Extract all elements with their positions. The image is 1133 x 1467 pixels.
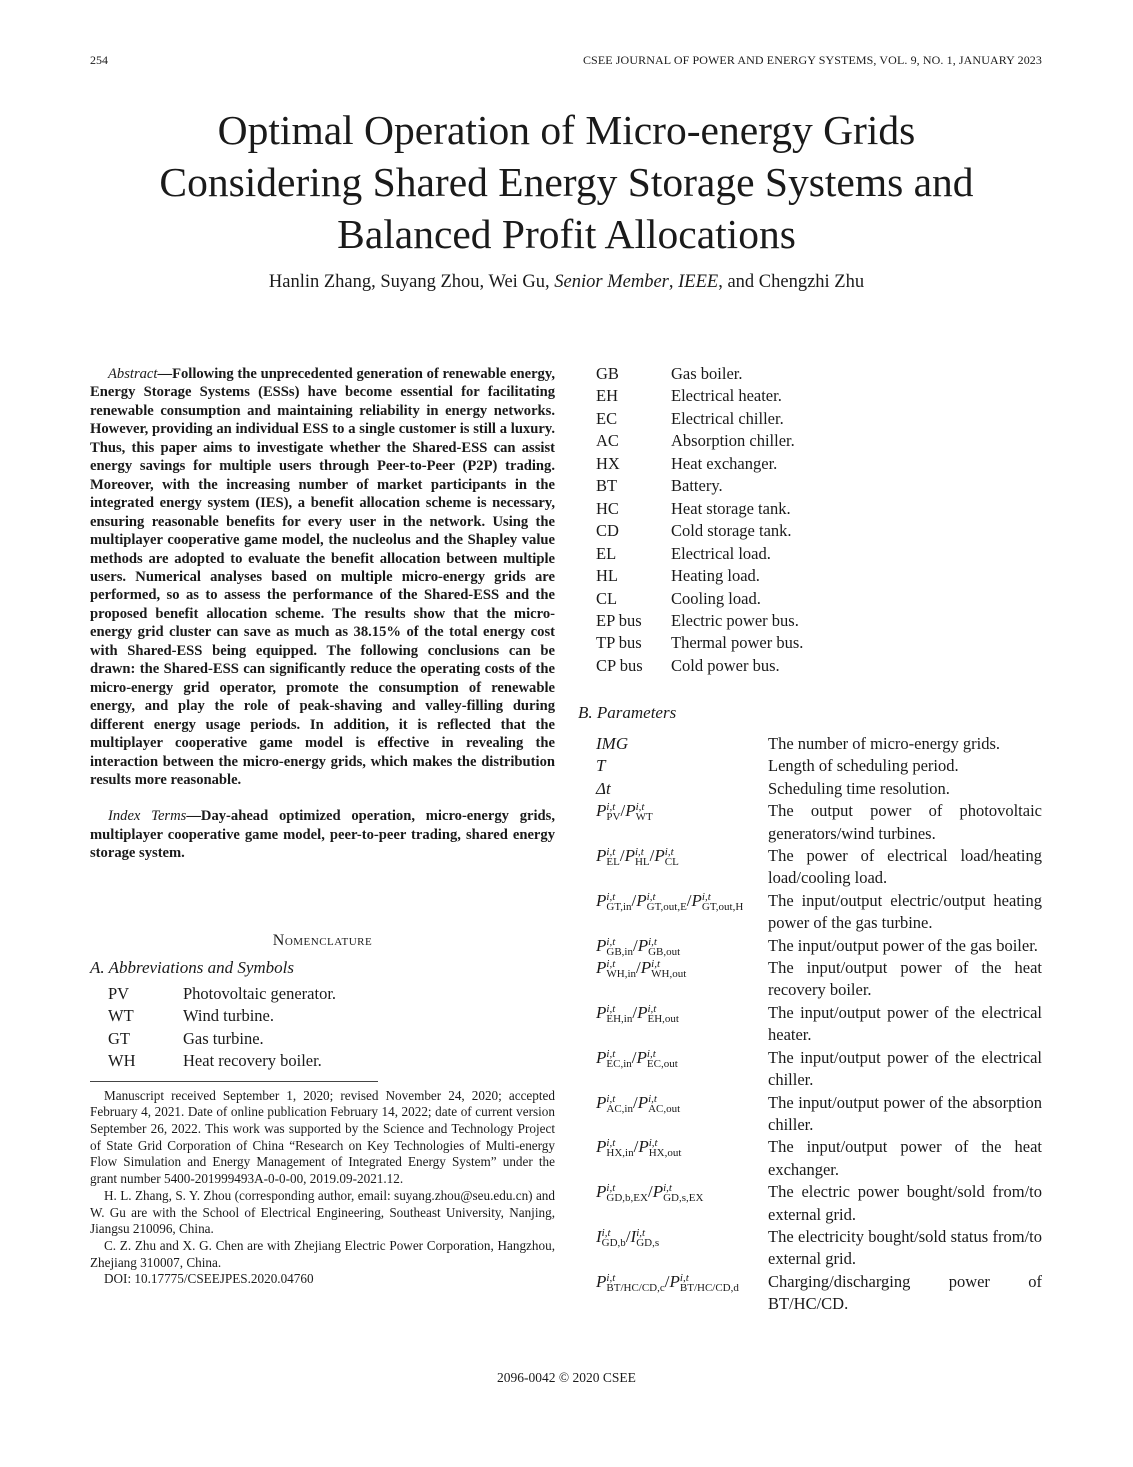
abbreviation-meaning: Cold storage tank. [671, 521, 792, 541]
parameter-symbol [596, 1002, 768, 1047]
footnote-affiliation-1: H. L. Zhang, S. Y. Zhou (corresponding author, email: suyang.zhou@seu.edu.cn) and W. Gu are with the School of Electrical Engineering, Southeast University, Nanjing, Jiangsu 210096, China. [90, 1187, 555, 1237]
symbol-base: P [636, 1047, 647, 1067]
symbol-subscript: EH,out [647, 1012, 679, 1025]
symbol-base: P [596, 890, 607, 910]
slash: / [664, 1271, 670, 1291]
symbol-scripts [665, 847, 679, 867]
abbreviation-row [596, 565, 803, 587]
abbreviation: WT [108, 1006, 134, 1026]
symbol-scripts [702, 892, 743, 912]
author-list [60, 272, 1073, 293]
symbol-scripts [648, 937, 680, 957]
symbol-superscript: i,t [606, 890, 616, 903]
symbol-superscript: i,t [635, 801, 645, 814]
slash: / [636, 958, 641, 978]
slash: / [631, 1047, 637, 1067]
parameter-row [596, 778, 1042, 800]
abbreviation: CL [596, 588, 618, 608]
symbol-term [596, 800, 625, 822]
running-head: CSEE JOURNAL OF POWER AND ENERGY SYSTEMS, VOL. 9, NO. 1, JANUARY 2023 [582, 53, 1042, 67]
symbol-scripts [606, 1094, 633, 1114]
parameter-description: The input/output electric/output heating power of the gas turbine. [768, 890, 1042, 933]
symbol-scripts [648, 1004, 679, 1024]
symbol-subscript: PV [606, 811, 621, 824]
abbreviation-row [596, 453, 803, 475]
abbreviation-meaning: Electrical chiller. [671, 408, 784, 428]
symbol-scripts [635, 847, 650, 867]
symbol-base: P [596, 846, 607, 866]
symbol-scripts [606, 937, 633, 957]
symbol-subscript: GB,out [648, 945, 681, 958]
parameter-row [596, 1271, 1042, 1316]
symbol-base: P [637, 1092, 649, 1112]
parameter-symbol [596, 890, 768, 935]
symbol-base: P [669, 1271, 680, 1291]
abbreviation-meaning: Cooling load. [671, 588, 761, 608]
symbol-base: P [652, 1182, 664, 1202]
abbreviation-meaning: Thermal power bus. [671, 633, 804, 653]
abbreviation-row [108, 1028, 555, 1050]
abbreviation: BT [596, 476, 618, 496]
symbol-base: I [596, 1226, 602, 1246]
symbol-subscript: AC,in [606, 1102, 633, 1115]
abbreviation-meaning: Photovoltaic generator. [183, 983, 337, 1003]
parameter-row [596, 1002, 1042, 1047]
symbol-subscript: HL [634, 856, 650, 869]
symbol-subscript: CL [664, 856, 679, 869]
parameter-row [596, 733, 1042, 755]
parameter-row [596, 1136, 1042, 1181]
author-names: Hanlin Zhang, Suyang Zhou, Wei Gu, [268, 272, 555, 292]
footnote [90, 1088, 555, 1288]
symbol-scripts [649, 1138, 682, 1158]
symbol-term [596, 733, 628, 755]
parameter-description: The power of electrical load/heating load/cooling load. [768, 846, 1042, 888]
abbreviation-meaning: Battery. [671, 476, 723, 496]
symbol-term [670, 1271, 739, 1293]
symbol-superscript: i,t [606, 801, 616, 814]
abbreviation-meaning: Cold power bus. [671, 655, 780, 675]
symbol-superscript: i,t [651, 958, 661, 971]
symbol-base: P [596, 1002, 607, 1022]
parameter-description: The input/output power of the electrical chiller. [768, 1047, 1042, 1090]
slash: / [647, 1182, 653, 1202]
slash: / [686, 890, 692, 910]
symbol-base: P [596, 1047, 607, 1067]
symbol-base: P [636, 890, 647, 910]
symbol-scripts [606, 959, 636, 979]
abbreviation: CP bus [596, 655, 643, 675]
parameter-description: The output power of photovoltaic generators/wind turbines. [768, 801, 1042, 843]
symbol-term [596, 1136, 638, 1158]
parameter-row [596, 1047, 1042, 1092]
symbol-superscript: i,t [646, 890, 656, 903]
abbreviation-meaning: Heat storage tank. [671, 498, 791, 518]
parameter-symbol [596, 935, 768, 957]
symbol-scripts [602, 1228, 626, 1248]
symbol-scripts [606, 1273, 664, 1293]
symbol-subscript: GD,s,EX [663, 1192, 704, 1205]
parameter-description: Charging/discharging power of BT/HC/CD. [768, 1271, 1042, 1314]
parameter-description: The number of micro-energy grids. [768, 734, 1000, 753]
parameter-row [596, 890, 1042, 935]
abstract [90, 365, 555, 789]
symbol-superscript: i,t [634, 846, 644, 859]
symbol-term [596, 778, 611, 800]
abbreviation-meaning: Gas boiler. [671, 364, 743, 383]
symbol-superscript: i,t [606, 958, 616, 971]
symbol-term [637, 1002, 679, 1024]
parameter-symbol [596, 1181, 768, 1226]
abbreviation-row [108, 983, 555, 1005]
symbol-subscript: BT/HC/CD,d [679, 1281, 739, 1294]
slash: / [649, 846, 655, 866]
abstract-text: —Following the unprecedented generation of renewable energy, Energy Storage Systems (ESSs) have become essential for facilitating renewable consumption and maintaining reliability in energy networks. However, providing an individual ESS to a single customer is still a luxury. Thus, this paper aims to investigate whether the Shared-ESS can assist energy savings for multiple users through Peer-to-Peer (P2P) trading. Moreover, with the increasing number of market participants in the integrated energy system (IES), a benefit allocation scheme is necessary, ensuring reasonable benefits for every user in the network. Using the multiplayer cooperative game model, the nucleolus and the Shapley value methods are adopted to evaluate the benefit allocation between multiple users. Numerical analyses based on multiple micro-energy grids are performed, so as to assess the performance of the Shared-ESS and the proposed benefit allocation scheme. The results show that the micro-energy grid cluster can save as much as 38.15% of the total energy cost with Shared-ESS being equipped. The following conclusions can be drawn: the Shared-ESS can significantly reduce the operating costs of the micro-energy grid operator, promote the consumption of renewable energy, and play the role of peak-shaving and valley-filling during different energy usage periods. In addition, it is reflected that the multiplayer cooperative game model is effective in revealing the interaction between the micro-energy grids, which makes the distribution results more reasonable. [90, 366, 555, 788]
separator: , [668, 272, 679, 292]
abbreviation: PV [108, 983, 130, 1003]
symbol-term [653, 1181, 704, 1203]
symbol-base: P [638, 1137, 649, 1157]
symbol-superscript: i,t [648, 935, 657, 948]
abbreviation-meaning: Electrical load. [671, 543, 771, 563]
parameter-description: Length of scheduling period. [768, 756, 959, 776]
symbol-term [596, 1047, 637, 1069]
symbol-superscript: i,t [663, 1182, 672, 1195]
abbreviation-meaning: Wind turbine. [183, 1006, 274, 1026]
abbreviation: HL [596, 566, 618, 586]
abbreviation-row [596, 655, 803, 677]
abbreviation-list-right [596, 363, 803, 677]
symbol-base: P [596, 958, 607, 978]
symbol-term [636, 890, 691, 912]
symbol-superscript: i,t [606, 846, 616, 859]
slash: / [625, 1226, 631, 1246]
symbol-term [625, 800, 653, 822]
parameter-row [596, 957, 1042, 1002]
slash: / [619, 846, 625, 866]
parameter-symbol [596, 845, 768, 890]
abbreviation-meaning: Heating load. [671, 566, 760, 586]
symbol-superscript: i,t [646, 1047, 656, 1060]
parameter-row [596, 1181, 1042, 1226]
symbol-base: P [640, 958, 652, 978]
symbol-term [638, 1136, 681, 1158]
abbreviation-row [108, 1005, 555, 1027]
parameter-row [596, 1226, 1042, 1271]
symbol-subscript: WT [635, 811, 653, 824]
footnote-manuscript: Manuscript received September 1, 2020; revised November 24, 2020; accepted February 4, 2021. Date of online publication February 14, 2022; date of current version September 26, 2022. This work was supported by the Science and Technology Project of State Grid Corporation of China “Research on Key Technologies of Multi-energy Flow Simulation and Energy Management of Integrated Energy System” under the grant number 5400-201999493A-0-0-00, 2019.09-2021.12. [90, 1087, 555, 1187]
paper-title [60, 104, 1073, 260]
symbol-scripts [606, 802, 620, 822]
abbreviation-row [596, 543, 803, 565]
footnote-divider [90, 1081, 378, 1082]
abbreviation: HX [596, 453, 620, 473]
symbol-base: I [630, 1226, 637, 1246]
abbreviation-meaning: Heat exchanger. [671, 453, 778, 473]
symbol-superscript: i,t [601, 1226, 611, 1239]
copyright: 2096-0042 © 2020 CSEE [497, 1370, 636, 1385]
symbol-term [596, 1002, 637, 1024]
index-terms [90, 807, 555, 862]
abbreviation-row [108, 1050, 555, 1072]
symbol-subscript: GT,in [606, 900, 632, 913]
symbol-term [654, 845, 678, 867]
parameter-row [596, 1092, 1042, 1137]
symbol-scripts [647, 1049, 678, 1069]
symbol-base: P [596, 1182, 607, 1202]
symbol-term [625, 845, 655, 867]
symbol-superscript: i,t [606, 1047, 616, 1060]
footnote-affiliation-2: C. Z. Zhu and X. G. Chen are with Zhejiang Electric Power Corporation, Hangzhou, Zhejiang 310007, China. [90, 1237, 555, 1270]
abbreviation-row [596, 632, 803, 654]
symbol-superscript: i,t [636, 1226, 646, 1239]
abbreviation-row [596, 430, 803, 452]
symbol-term [641, 957, 687, 979]
symbol-subscript: GB,in [606, 945, 633, 958]
abbreviation: GB [596, 364, 619, 383]
title-line: Balanced Profit Allocations [337, 211, 796, 257]
symbol-superscript: i,t [648, 1137, 658, 1150]
symbol-term [596, 890, 636, 912]
abbreviation-row [596, 385, 803, 407]
symbol-scripts [636, 1228, 659, 1248]
parameter-symbol [596, 1271, 768, 1316]
abbreviation: CD [596, 521, 619, 541]
symbol-scripts [680, 1273, 739, 1293]
symbol-scripts [606, 1183, 648, 1203]
symbol-subscript: WH,out [651, 968, 687, 981]
parameter-description: The input/output power of the electrical heater. [768, 1002, 1042, 1045]
symbol-term [638, 935, 680, 957]
abstract-label: Abstract [108, 366, 158, 382]
symbol-subscript: EC,in [606, 1057, 632, 1070]
parameter-description: The electricity bought/sold status from/to external grid. [768, 1226, 1042, 1269]
slash: / [632, 1002, 638, 1022]
abbreviation-meaning: Absorption chiller. [671, 431, 795, 451]
parameter-description: The input/output power of the heat recovery boiler. [768, 958, 1042, 1000]
symbol-base: P [637, 1002, 648, 1022]
abbreviation-meaning: Heat recovery boiler. [183, 1051, 322, 1071]
symbol-base: P [654, 846, 665, 866]
parameter-symbol [596, 755, 768, 777]
symbol-term [596, 1271, 670, 1293]
abbreviation-meaning: Electrical heater. [671, 386, 782, 406]
symbol-base: P [596, 1137, 607, 1157]
parameter-row [596, 800, 1042, 845]
symbol-term [596, 1226, 631, 1248]
symbol-base: P [596, 935, 607, 955]
slash: / [632, 1092, 638, 1112]
abbreviation-row [596, 498, 803, 520]
symbol-term [692, 890, 744, 912]
symbol-base: Δt [596, 778, 611, 798]
symbol-superscript: i,t [606, 935, 616, 948]
abbreviation-row [596, 610, 803, 632]
symbol-subscript: WH,in [606, 968, 637, 981]
symbol-term [638, 1092, 680, 1114]
symbol-term [596, 1181, 653, 1203]
abbreviation: HC [596, 498, 619, 518]
symbol-base: P [596, 1271, 607, 1291]
symbol-base: P [625, 801, 636, 821]
symbol-term [596, 957, 641, 979]
parameter-row [596, 845, 1042, 890]
parameter-list [596, 733, 1042, 1316]
abbreviation-row [596, 408, 803, 430]
parameter-symbol [596, 1136, 768, 1181]
symbol-scripts [606, 892, 631, 912]
parameter-symbol [596, 957, 768, 1002]
symbol-base: T [596, 756, 606, 776]
parameter-description: The input/output power of the gas boiler. [768, 935, 1038, 955]
symbol-subscript: GT,out,E [646, 900, 687, 913]
index-terms-text: —Day-ahead optimized operation, micro-energy grids, multiplayer cooperative game model, peer-to-peer trading, shared energy storage system. [90, 808, 555, 862]
abbreviation-row [596, 520, 803, 542]
parameter-symbol [596, 800, 768, 845]
abbreviation: WH [108, 1051, 136, 1071]
symbol-scripts [606, 1049, 631, 1069]
abbreviation-meaning: Electric power bus. [671, 610, 799, 630]
title-line: Optimal Operation of Micro-energy Grids [217, 107, 916, 153]
symbol-scripts [636, 802, 653, 822]
symbol-scripts [606, 1138, 633, 1158]
membership: Senior Member [554, 272, 669, 292]
symbol-scripts [606, 847, 619, 867]
abbreviation: EH [596, 386, 618, 406]
parameter-symbol [596, 1047, 768, 1092]
symbol-term [596, 845, 625, 867]
symbol-subscript: EC,out [646, 1057, 678, 1070]
symbol-term [631, 1226, 660, 1248]
slash: / [632, 935, 638, 955]
symbol-scripts [651, 959, 686, 979]
symbol-subscript: EH,in [606, 1012, 633, 1025]
parameter-symbol [596, 733, 768, 755]
abbreviation-list-left [108, 983, 555, 1073]
symbol-superscript: i,t [606, 1271, 616, 1284]
symbol-base: IMG [596, 734, 629, 753]
symbol-term [596, 755, 605, 777]
symbol-subscript: AC,out [648, 1102, 681, 1115]
symbol-superscript: i,t [679, 1271, 689, 1284]
index-terms-label: Index Terms [108, 808, 187, 825]
slash: / [631, 890, 637, 910]
symbol-term [596, 1092, 638, 1114]
parameter-description: The input/output power of the absorption chiller. [768, 1092, 1042, 1134]
abbreviation: AC [596, 431, 619, 451]
parameter-row [596, 935, 1042, 957]
parameter-description: The electric power bought/sold from/to external grid. [768, 1182, 1042, 1224]
page-number: 254 [90, 53, 108, 67]
abbreviation-row [596, 475, 803, 497]
symbol-superscript: i,t [647, 1002, 657, 1015]
abbreviation: EL [596, 543, 617, 563]
symbol-superscript: i,t [648, 1092, 657, 1105]
title-line: Considering Shared Energy Storage Systems and [159, 159, 974, 205]
symbol-scripts [606, 1004, 632, 1024]
symbol-superscript: i,t [606, 1002, 616, 1015]
symbol-superscript: i,t [606, 1137, 616, 1150]
abbreviation-row [596, 588, 803, 610]
symbol-subscript: HX,in [606, 1147, 634, 1160]
symbol-superscript: i,t [701, 890, 711, 903]
symbol-subscript: GT,out,H [701, 900, 744, 913]
ieee: IEEE [678, 272, 719, 292]
symbol-subscript: EL [606, 856, 620, 869]
parameter-symbol [596, 1092, 768, 1137]
symbol-subscript: HX,out [648, 1147, 682, 1160]
symbol-superscript: i,t [664, 846, 674, 859]
symbol-scripts [648, 1094, 680, 1114]
symbol-base: P [624, 846, 635, 866]
symbol-subscript: GD,b,EX [606, 1192, 648, 1205]
symbol-subscript: BT/HC/CD,c [606, 1281, 665, 1294]
abbreviation-meaning: Gas turbine. [183, 1028, 264, 1048]
abbreviation: TP bus [596, 633, 642, 653]
symbol-superscript: i,t [606, 1182, 616, 1195]
symbol-base: P [637, 935, 649, 955]
abbreviation-row [596, 363, 803, 385]
parameter-symbol [596, 1226, 768, 1271]
symbol-subscript: GD,b [601, 1236, 626, 1249]
parameter-description: Scheduling time resolution. [768, 778, 950, 798]
abbreviation: EP bus [596, 610, 642, 630]
symbol-base: P [596, 1092, 607, 1112]
parameter-row [596, 755, 1042, 777]
last-author: , and Chengzhi Zhu [718, 272, 865, 292]
symbol-base: P [596, 801, 607, 821]
abbreviation: GT [108, 1028, 130, 1048]
symbol-term [637, 1047, 678, 1069]
symbol-scripts [663, 1183, 703, 1203]
footnote-doi: DOI: 10.17775/CSEEJPES.2020.04760 [104, 1271, 314, 1287]
parameter-description: The input/output power of the heat exchanger. [768, 1137, 1042, 1179]
symbol-subscript: GD,s [636, 1236, 660, 1249]
nomenclature-heading: Nomenclature [272, 931, 373, 949]
symbol-term [596, 935, 638, 957]
left-column [90, 365, 555, 1288]
parameter-symbol [596, 778, 768, 800]
section-a-heading: A. Abbreviations and Symbols [90, 957, 294, 977]
slash: / [633, 1137, 639, 1157]
symbol-scripts [647, 892, 687, 912]
slash: / [620, 801, 626, 821]
symbol-superscript: i,t [606, 1092, 616, 1105]
abbreviation: EC [596, 408, 618, 428]
section-b-heading: B. Parameters [578, 703, 677, 722]
symbol-base: P [691, 890, 702, 910]
